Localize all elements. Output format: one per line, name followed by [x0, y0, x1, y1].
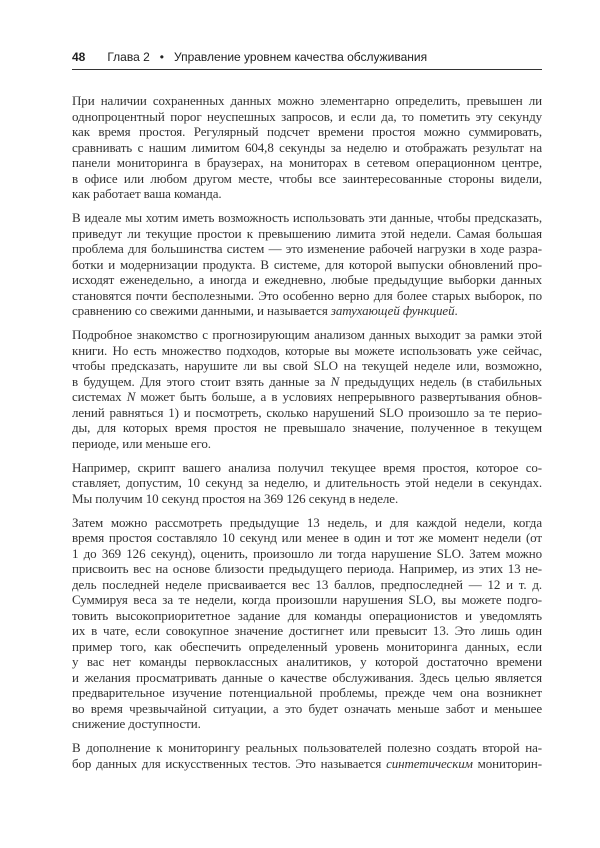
text-line: пример того, как обеспечить определенный уровень мониторинга данных, если: [72, 638, 542, 654]
bullet-separator: •: [159, 50, 164, 64]
text-line: В дополнение к мониторингу реальных пользователей полезно создать второй на-: [72, 740, 542, 755]
paragraph: [72, 327, 542, 451]
text-line: товить высокоприоритетное задание для команды операционистов и уведомлять: [72, 607, 542, 623]
text-line: панели мониторинга в браузерах, на мониторах в сетевом операционном центре,: [72, 155, 542, 170]
text-line: Подробное знакомство с прогнозирующим анализом данных выходит за рамки этой: [72, 327, 542, 342]
text-line: бор данных для искусственных тестов. Это называется синтетическим мониторин-: [72, 755, 542, 771]
text-line: в будущем. Для этого стоит взять данные за N предыдущих недель (в стабильных: [72, 373, 542, 389]
paragraph: [72, 210, 542, 319]
italic-term: затухающей функцией: [330, 303, 455, 318]
text-line: Например, скрипт вашего анализа получил текущее время простоя, которое со-: [72, 459, 542, 475]
paragraph: [72, 515, 542, 732]
text-line: их в чате, если совокупное значение достигнет или превысит 13. Это лишь один: [72, 623, 542, 638]
text-line: исходят еженедельно, а иногда и ежедневно, любые предыдущие выборки данных: [72, 272, 542, 287]
text-line: приведут ли текущие простои к превышению лимита этой недели. Самая большая: [72, 225, 542, 241]
text-line: В идеале мы хотим иметь возможность использовать эти данные, чтобы предсказать,: [72, 210, 542, 225]
chapter-label: Глава 2: [107, 50, 150, 64]
italic-term: синтетическим: [386, 755, 473, 771]
text-line: предварительное изучение потенциальной проблемы, прежде чем она возникнет: [72, 685, 542, 700]
page-number: 48: [72, 50, 86, 64]
text-line: ставляет, допустим, 10 секунд за неделю, и длительность этой недели в секундах.: [72, 475, 542, 490]
text-line: чтобы предсказать, нарушите ли вы свой SLO на текущей неделе или, возможно,: [72, 358, 542, 373]
text-line: Мы получим 10 секунд простоя на 369 126 секунд в неделе.: [72, 490, 399, 506]
text-line: время простоя составляло 10 секунд или менее в один и тот же момент недели (от: [72, 530, 542, 545]
text-line: и желания просматривать данные о качестве обслуживания. Здесь целью является: [72, 669, 542, 685]
text-line: периоде, или меньше его.: [72, 435, 211, 451]
text-line: лений равняться 1) и посмотреть, сколько нарушений SLO произошло за те перио-: [72, 404, 542, 420]
text-line: При наличии сохраненных данных можно элементарно определить, превышен ли: [72, 93, 542, 108]
text-line: Суммируя веса за те недели, когда произошли нарушения SLO, вы можете подго-: [72, 592, 542, 607]
text-line: системах N может быть больше, а в условиях непрерывного развертывания обнов-: [72, 389, 542, 404]
text-line: как работает ваша команда.: [72, 186, 222, 201]
running-header: [72, 48, 542, 66]
text-line: снижение доступности.: [72, 716, 201, 731]
text-line: книги. Но есть множество подходов, которые вы можете использовать уже сейчас,: [72, 342, 542, 358]
header-rule: [72, 69, 542, 70]
text-line: дель последней неделе присваивается вес 13 баллов, предпоследней — 12 и т. д.: [72, 576, 542, 592]
text-line: проблема для большинства систем — это изменение рабочей нагрузки в ходе разра-: [72, 241, 542, 256]
paragraph: [72, 460, 542, 507]
text-line: ды, для которых время простоя не превышало значение, полученное в текущем: [72, 420, 542, 435]
text-line: Затем можно рассмотреть предыдущие 13 недель, и для каждой недели, когда: [72, 514, 542, 530]
text-line: присвоить вес на основе близости предыдущего периода. Например, из этих 13 не-: [72, 561, 542, 576]
text-line: сравнению со свежими данными, и называется затухающей функцией.: [72, 303, 458, 318]
text-line: однопроцентный порог неуспешных запросов, и если да, то пометить эту секунду: [72, 108, 542, 124]
text-line: во время чрезвычайной ситуации, а это будет означать меньше забот и меньшее: [72, 700, 542, 716]
text-line: в офисе или любом другом месте, чтобы все заинтересованные стороны видели,: [72, 170, 542, 186]
text-line: сравнивать с нашим лимитом 604,8 секунды за неделю и отображать результат на: [72, 139, 542, 155]
text-line: 1 до 369 126 секунд), оценить, произошло ли тогда нарушение SLO. Затем можно: [72, 545, 542, 561]
text-line: как время простоя. Регулярный подсчет времени простоя можно суммировать,: [72, 124, 542, 139]
paragraph: [72, 740, 542, 771]
paragraph: [72, 93, 542, 202]
text-line: становятся почти бесполезными. Это особенно верно для более старых выборок, по: [72, 287, 542, 303]
text-line: ботки и модернизации продукта. В системе, для которой выпуски обновлений про-: [72, 256, 542, 272]
chapter-title: Управление уровнем качества обслуживания: [173, 50, 428, 64]
text-line: у вас нет команды первоклассных аналитиков, у которой достаточно времени: [72, 654, 542, 669]
page-body: [72, 93, 542, 780]
